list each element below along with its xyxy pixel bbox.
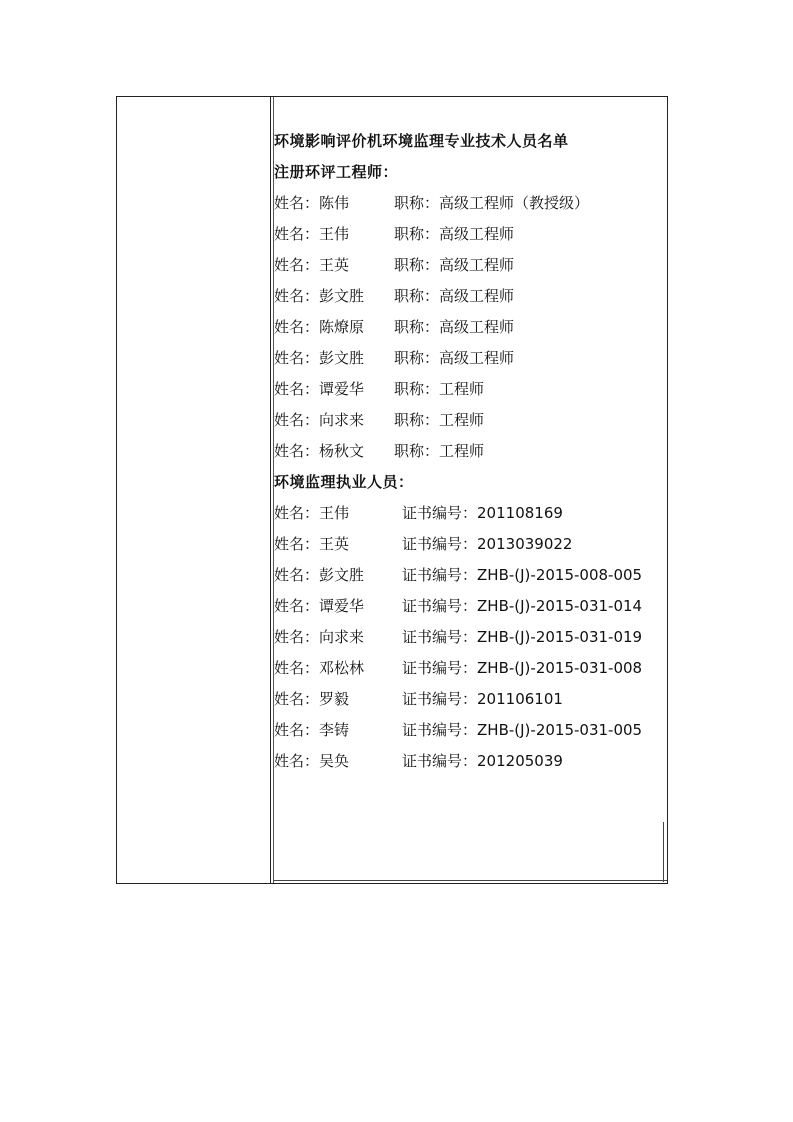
person-name: 杨秋文	[319, 442, 365, 460]
title-value: 高级工程师	[439, 349, 515, 367]
name-cell	[274, 188, 394, 219]
name-label: 姓名：	[274, 752, 320, 770]
name-cell	[274, 715, 402, 746]
cert-cell	[402, 746, 563, 777]
person-name: 向求来	[319, 411, 365, 429]
cert-label: 证书编号：	[402, 721, 478, 739]
engineers-row	[274, 219, 654, 250]
cert-cell	[402, 560, 642, 591]
person-name: 谭爱华	[319, 597, 365, 615]
cert-value: 201205039	[477, 752, 563, 770]
name-cell	[274, 622, 402, 653]
name-label: 姓名：	[274, 287, 320, 305]
cert-cell	[402, 591, 642, 622]
supervisors-row	[274, 591, 654, 622]
name-label: 姓名：	[274, 659, 320, 677]
cert-cell	[402, 622, 642, 653]
cert-label: 证书编号：	[402, 690, 478, 708]
cert-cell	[402, 498, 563, 529]
title-cell	[394, 250, 514, 281]
cert-cell	[402, 529, 572, 560]
engineers-heading: 注册环评工程师：	[274, 163, 399, 181]
name-cell	[274, 281, 394, 312]
cert-label: 证书编号：	[402, 504, 478, 522]
title-label: 职称：	[394, 380, 440, 398]
title-label: 职称：	[394, 349, 440, 367]
engineers-list	[274, 188, 654, 467]
person-name: 王伟	[319, 225, 350, 243]
supervisors-row	[274, 560, 654, 591]
name-cell	[274, 498, 402, 529]
name-cell	[274, 746, 402, 777]
title-cell	[394, 281, 514, 312]
engineers-row	[274, 281, 654, 312]
name-label: 姓名：	[274, 690, 320, 708]
supervisors-row	[274, 684, 654, 715]
name-cell	[274, 591, 402, 622]
supervisors-row	[274, 715, 654, 746]
engineers-row	[274, 374, 654, 405]
name-cell	[274, 529, 402, 560]
engineers-row	[274, 188, 654, 219]
cert-label: 证书编号：	[402, 597, 478, 615]
person-name: 谭爱华	[319, 380, 365, 398]
title-value: 高级工程师	[439, 287, 515, 305]
cert-value: ZHB-(J)-2015-031-019	[477, 628, 643, 646]
bottom-inner-line	[273, 880, 667, 881]
person-name: 彭文胜	[319, 566, 365, 584]
name-cell	[274, 684, 402, 715]
cert-label: 证书编号：	[402, 752, 478, 770]
name-label: 姓名：	[274, 442, 320, 460]
name-label: 姓名：	[274, 318, 320, 336]
supervisors-row	[274, 746, 654, 777]
person-name: 彭文胜	[319, 349, 365, 367]
person-name: 陈伟	[319, 194, 350, 212]
title-label: 职称：	[394, 225, 440, 243]
title-value: 工程师	[439, 380, 485, 398]
content-cell	[274, 126, 654, 777]
title-label: 职称：	[394, 287, 440, 305]
person-name: 王英	[319, 256, 350, 274]
name-label: 姓名：	[274, 256, 320, 274]
name-cell	[274, 653, 402, 684]
cert-value: 201106101	[477, 690, 563, 708]
supervisors-row	[274, 653, 654, 684]
name-label: 姓名：	[274, 566, 320, 584]
cert-value: ZHB-(J)-2015-031-008	[477, 659, 643, 677]
cert-value: ZHB-(J)-2015-031-014	[477, 597, 643, 615]
title-value: 高级工程师	[439, 225, 515, 243]
person-name: 李铸	[319, 721, 350, 739]
title-cell	[394, 343, 514, 374]
engineers-row	[274, 343, 654, 374]
name-label: 姓名：	[274, 535, 320, 553]
right-edge-mark	[663, 822, 664, 882]
title-cell	[394, 374, 484, 405]
name-label: 姓名：	[274, 225, 320, 243]
cert-label: 证书编号：	[402, 566, 478, 584]
name-label: 姓名：	[274, 721, 320, 739]
person-name: 陈燎原	[319, 318, 365, 336]
supervisors-row	[274, 529, 654, 560]
title-cell	[394, 405, 484, 436]
title-value: 高级工程师	[439, 256, 515, 274]
name-label: 姓名：	[274, 411, 320, 429]
title-label: 职称：	[394, 318, 440, 336]
name-cell	[274, 436, 394, 467]
name-label: 姓名：	[274, 628, 320, 646]
person-name: 吴奂	[319, 752, 350, 770]
cert-label: 证书编号：	[402, 659, 478, 677]
cert-cell	[402, 684, 563, 715]
title-cell	[394, 312, 514, 343]
engineers-row	[274, 405, 654, 436]
person-name: 邓松林	[319, 659, 365, 677]
supervisors-heading: 环境监理执业人员：	[274, 473, 414, 491]
title-label: 职称：	[394, 411, 440, 429]
cert-value: 2013039022	[477, 535, 573, 553]
person-name: 彭文胜	[319, 287, 365, 305]
cert-label: 证书编号：	[402, 535, 478, 553]
title-cell	[394, 436, 484, 467]
title-value: 高级工程师	[439, 318, 515, 336]
name-cell	[274, 250, 394, 281]
person-name: 王英	[319, 535, 350, 553]
person-name: 王伟	[319, 504, 350, 522]
title-cell	[394, 219, 514, 250]
name-label: 姓名：	[274, 504, 320, 522]
title-value: 工程师	[439, 442, 485, 460]
name-label: 姓名：	[274, 349, 320, 367]
person-name: 向求来	[319, 628, 365, 646]
supervisors-list	[274, 498, 654, 777]
name-cell	[274, 312, 394, 343]
engineers-row	[274, 312, 654, 343]
title-label: 职称：	[394, 256, 440, 274]
title-label: 职称：	[394, 442, 440, 460]
cert-cell	[402, 653, 642, 684]
supervisors-row	[274, 498, 654, 529]
cert-cell	[402, 715, 642, 746]
engineers-row	[274, 436, 654, 467]
name-label: 姓名：	[274, 597, 320, 615]
name-cell	[274, 560, 402, 591]
cert-value: ZHB-(J)-2015-031-005	[477, 721, 643, 739]
person-name: 罗毅	[319, 690, 350, 708]
name-cell	[274, 374, 394, 405]
name-label: 姓名：	[274, 380, 320, 398]
cert-value: ZHB-(J)-2015-008-005	[477, 566, 643, 584]
title-value: 高级工程师（教授级）	[439, 194, 590, 212]
name-cell	[274, 343, 394, 374]
cert-label: 证书编号：	[402, 628, 478, 646]
title-label: 职称：	[394, 194, 440, 212]
name-cell	[274, 219, 394, 250]
column-divider	[270, 97, 271, 883]
cert-value: 201108169	[477, 504, 563, 522]
engineers-row	[274, 250, 654, 281]
title-cell	[394, 188, 589, 219]
title-value: 工程师	[439, 411, 485, 429]
name-cell	[274, 405, 394, 436]
supervisors-row	[274, 622, 654, 653]
name-label: 姓名：	[274, 194, 320, 212]
document-title: 环境影响评价机环境监理专业技术人员名单	[274, 132, 569, 150]
